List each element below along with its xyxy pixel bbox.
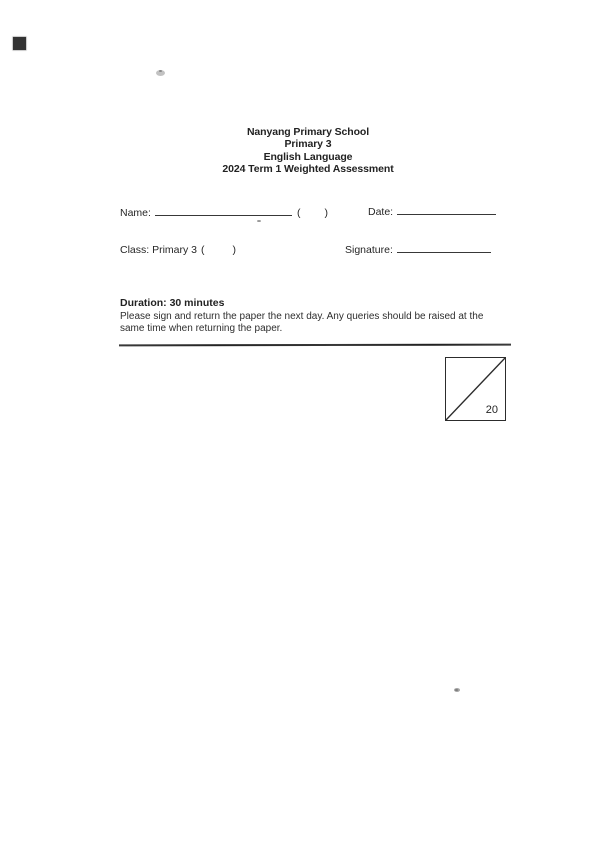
class-label: Class: Primary 3 xyxy=(120,244,198,256)
name-blank-line xyxy=(155,205,292,216)
divider-line xyxy=(119,344,511,347)
marks-total: 20 xyxy=(485,404,498,416)
instruction-note-line-2: same time when returning the paper. xyxy=(120,323,283,335)
name-field-group xyxy=(120,203,328,221)
signature-field-group xyxy=(345,240,491,258)
register-paren-open: ( xyxy=(296,207,301,219)
paper-header xyxy=(8,126,600,176)
class-paren-open: ( xyxy=(201,244,205,256)
date-blank-line xyxy=(397,204,496,215)
instruction-note-line-1: Please sign and return the paper the next day. Any queries should be raised at the xyxy=(120,311,484,322)
subject-line: English Language xyxy=(263,150,353,163)
name-label: Name: xyxy=(120,207,151,219)
class-field-group xyxy=(120,240,236,258)
marks-box xyxy=(445,357,506,421)
assessment-title: 2024 Term 1 Weighted Assessment xyxy=(222,163,394,176)
signature-blank-line xyxy=(397,242,491,253)
level-line: Primary 3 xyxy=(284,138,332,151)
scan-artifact-square xyxy=(13,37,26,50)
date-label: Date: xyxy=(368,206,394,218)
duration-heading: Duration: 30 minutes xyxy=(120,297,225,309)
register-paren-close: ) xyxy=(324,207,328,219)
date-field-group xyxy=(368,202,496,220)
scan-artifact-speck-bottom xyxy=(454,688,460,692)
signature-label: Signature: xyxy=(345,244,393,256)
school-name: Nanyang Primary School xyxy=(246,126,370,138)
class-paren-close: ) xyxy=(232,244,237,256)
instructions-block xyxy=(120,297,520,336)
scan-artifact-smudge xyxy=(156,70,165,76)
